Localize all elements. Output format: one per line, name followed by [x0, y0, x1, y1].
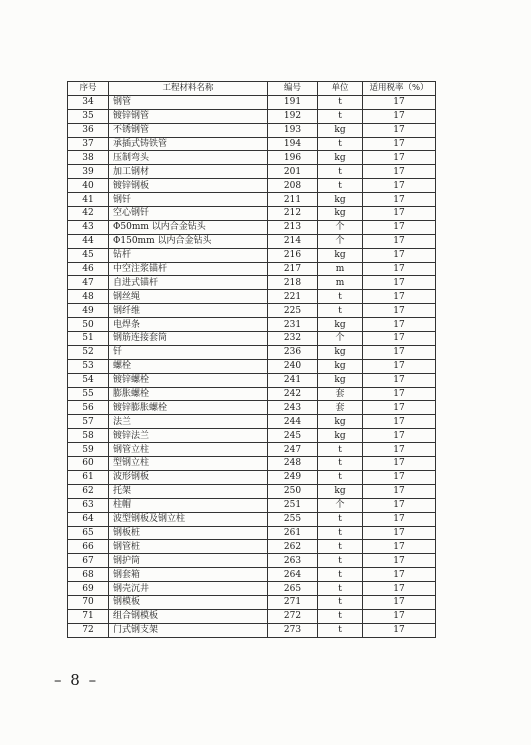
row-index: 59 [68, 443, 109, 457]
table-row [68, 109, 436, 123]
table-row [68, 498, 436, 512]
table-row [68, 609, 436, 623]
material-code: 193 [268, 123, 318, 137]
unit: kg [318, 484, 363, 498]
row-index: 56 [68, 401, 109, 415]
row-index: 47 [68, 276, 109, 290]
table-row [68, 512, 436, 526]
material-code: 214 [268, 234, 318, 248]
table-row [68, 234, 436, 248]
material-name: 压制弯头 [109, 151, 268, 165]
row-index: 48 [68, 290, 109, 304]
material-code: 262 [268, 540, 318, 554]
table-row [68, 401, 436, 415]
table-row [68, 95, 436, 109]
unit: t [318, 95, 363, 109]
material-name: 中空注浆锚杆 [109, 262, 268, 276]
material-code: 243 [268, 401, 318, 415]
tax-rate: 17 [363, 512, 436, 526]
table-row [68, 193, 436, 207]
table-row [68, 540, 436, 554]
unit: kg [318, 248, 363, 262]
tax-rate: 17 [363, 443, 436, 457]
table-row [68, 290, 436, 304]
tax-rate: 17 [363, 623, 436, 637]
material-code: 240 [268, 359, 318, 373]
tax-rate: 17 [363, 470, 436, 484]
material-name: Φ150mm 以内合金钻头 [109, 234, 268, 248]
material-name: 自进式锚杆 [109, 276, 268, 290]
row-index: 43 [68, 220, 109, 234]
unit: 个 [318, 220, 363, 234]
material-code: 221 [268, 290, 318, 304]
unit: kg [318, 123, 363, 137]
tax-rate: 17 [363, 262, 436, 276]
table-row [68, 207, 436, 221]
material-code: 211 [268, 193, 318, 207]
unit: 个 [318, 234, 363, 248]
row-index: 54 [68, 373, 109, 387]
tax-rate: 17 [363, 207, 436, 221]
row-index: 64 [68, 512, 109, 526]
table-row [68, 345, 436, 359]
tax-rate: 17 [363, 193, 436, 207]
material-code: 244 [268, 415, 318, 429]
unit: t [318, 304, 363, 318]
material-code: 208 [268, 179, 318, 193]
material-code: 236 [268, 345, 318, 359]
tax-rate: 17 [363, 332, 436, 346]
tax-rate-table [67, 81, 436, 638]
table-row [68, 304, 436, 318]
row-index: 50 [68, 318, 109, 332]
unit: t [318, 109, 363, 123]
table-row [68, 554, 436, 568]
material-name: 波型钢板及钢立柱 [109, 512, 268, 526]
table-row [68, 623, 436, 637]
material-code: 192 [268, 109, 318, 123]
row-index: 44 [68, 234, 109, 248]
material-name: 波形钢板 [109, 470, 268, 484]
table-row [68, 484, 436, 498]
tax-rate: 17 [363, 457, 436, 471]
unit: 套 [318, 387, 363, 401]
unit: 个 [318, 498, 363, 512]
tax-rate: 17 [363, 373, 436, 387]
material-name: 钢套箱 [109, 568, 268, 582]
table-row [68, 318, 436, 332]
tax-rate: 17 [363, 165, 436, 179]
material-name: 柱帽 [109, 498, 268, 512]
row-index: 58 [68, 429, 109, 443]
material-code: 263 [268, 554, 318, 568]
row-index: 52 [68, 345, 109, 359]
material-code: 232 [268, 332, 318, 346]
row-index: 34 [68, 95, 109, 109]
material-name: 钢钎 [109, 193, 268, 207]
row-index: 65 [68, 526, 109, 540]
material-name: 钢筋连接套筒 [109, 332, 268, 346]
unit: t [318, 165, 363, 179]
row-index: 40 [68, 179, 109, 193]
unit: t [318, 595, 363, 609]
material-name: 钎 [109, 345, 268, 359]
table-row [68, 526, 436, 540]
table-row [68, 387, 436, 401]
material-code: 245 [268, 429, 318, 443]
tax-rate: 17 [363, 387, 436, 401]
table-row [68, 595, 436, 609]
table-row [68, 248, 436, 262]
unit: t [318, 609, 363, 623]
material-name: 钢护筒 [109, 554, 268, 568]
unit: t [318, 290, 363, 304]
material-code: 225 [268, 304, 318, 318]
material-name: 镀锌螺栓 [109, 373, 268, 387]
unit: t [318, 554, 363, 568]
material-code: 249 [268, 470, 318, 484]
tax-rate: 17 [363, 484, 436, 498]
unit: t [318, 137, 363, 151]
unit: t [318, 457, 363, 471]
tax-rate: 17 [363, 220, 436, 234]
material-code: 271 [268, 595, 318, 609]
table-row [68, 568, 436, 582]
table-row [68, 151, 436, 165]
unit: t [318, 568, 363, 582]
tax-rate: 17 [363, 345, 436, 359]
header-tax-rate: 适用税率（%） [363, 82, 436, 96]
table-row [68, 165, 436, 179]
material-code: 241 [268, 373, 318, 387]
table-row [68, 582, 436, 596]
material-name: 型钢立柱 [109, 457, 268, 471]
material-code: 218 [268, 276, 318, 290]
unit: kg [318, 345, 363, 359]
material-name: 钢管立柱 [109, 443, 268, 457]
tax-rate: 17 [363, 498, 436, 512]
row-index: 55 [68, 387, 109, 401]
row-index: 62 [68, 484, 109, 498]
material-name: 镀锌膨胀螺栓 [109, 401, 268, 415]
table-row [68, 220, 436, 234]
tax-rate: 17 [363, 568, 436, 582]
tax-rate: 17 [363, 290, 436, 304]
material-code: 217 [268, 262, 318, 276]
tax-rate: 17 [363, 582, 436, 596]
material-name: 空心钢钎 [109, 207, 268, 221]
material-code: 272 [268, 609, 318, 623]
material-name: 门式钢支架 [109, 623, 268, 637]
material-name: 组合钢模板 [109, 609, 268, 623]
header-unit: 单位 [318, 82, 363, 96]
tax-rate: 17 [363, 401, 436, 415]
material-code: 194 [268, 137, 318, 151]
material-name: 膨胀螺栓 [109, 387, 268, 401]
material-name: 钢纤维 [109, 304, 268, 318]
tax-rate: 17 [363, 95, 436, 109]
tax-rate: 17 [363, 248, 436, 262]
material-name: 钢壳沉井 [109, 582, 268, 596]
header-code: 编号 [268, 82, 318, 96]
material-name: 钢板桩 [109, 526, 268, 540]
row-index: 70 [68, 595, 109, 609]
tax-rate: 17 [363, 109, 436, 123]
row-index: 72 [68, 623, 109, 637]
material-code: 242 [268, 387, 318, 401]
row-index: 63 [68, 498, 109, 512]
unit: t [318, 512, 363, 526]
tax-rate: 17 [363, 540, 436, 554]
unit: m [318, 276, 363, 290]
material-code: 273 [268, 623, 318, 637]
row-index: 60 [68, 457, 109, 471]
material-name: 加工钢材 [109, 165, 268, 179]
row-index: 53 [68, 359, 109, 373]
tax-rate: 17 [363, 179, 436, 193]
material-code: 196 [268, 151, 318, 165]
unit: t [318, 526, 363, 540]
row-index: 57 [68, 415, 109, 429]
material-name: 钢模板 [109, 595, 268, 609]
table-row [68, 179, 436, 193]
unit: 套 [318, 401, 363, 415]
table-body [68, 95, 436, 637]
table-row [68, 429, 436, 443]
row-index: 41 [68, 193, 109, 207]
tax-rate: 17 [363, 429, 436, 443]
material-name: 承插式铸铁管 [109, 137, 268, 151]
table-row [68, 415, 436, 429]
material-code: 216 [268, 248, 318, 262]
row-index: 66 [68, 540, 109, 554]
material-name: 法兰 [109, 415, 268, 429]
table-row [68, 123, 436, 137]
table-header-row [68, 82, 436, 96]
material-name: 电焊条 [109, 318, 268, 332]
table-row [68, 373, 436, 387]
material-code: 251 [268, 498, 318, 512]
row-index: 36 [68, 123, 109, 137]
material-code: 212 [268, 207, 318, 221]
row-index: 71 [68, 609, 109, 623]
material-code: 261 [268, 526, 318, 540]
material-name: Φ50mm 以内合金钻头 [109, 220, 268, 234]
material-code: 213 [268, 220, 318, 234]
unit: t [318, 179, 363, 193]
row-index: 49 [68, 304, 109, 318]
unit: t [318, 443, 363, 457]
unit: t [318, 582, 363, 596]
row-index: 69 [68, 582, 109, 596]
table-row [68, 276, 436, 290]
header-material-name: 工程材料名称 [109, 82, 268, 96]
unit: 个 [318, 332, 363, 346]
material-code: 231 [268, 318, 318, 332]
material-name: 螺栓 [109, 359, 268, 373]
row-index: 35 [68, 109, 109, 123]
material-name: 镀锌法兰 [109, 429, 268, 443]
tax-rate: 17 [363, 304, 436, 318]
tax-rate: 17 [363, 318, 436, 332]
tax-rate: 17 [363, 137, 436, 151]
tax-rate: 17 [363, 415, 436, 429]
material-code: 191 [268, 95, 318, 109]
row-index: 37 [68, 137, 109, 151]
row-index: 61 [68, 470, 109, 484]
row-index: 46 [68, 262, 109, 276]
page-number: – 8 – [54, 671, 99, 689]
table-row [68, 359, 436, 373]
table-row [68, 470, 436, 484]
table-row [68, 262, 436, 276]
material-name: 不锈钢管 [109, 123, 268, 137]
row-index: 45 [68, 248, 109, 262]
material-name: 钢管桩 [109, 540, 268, 554]
material-code: 265 [268, 582, 318, 596]
tax-rate: 17 [363, 595, 436, 609]
row-index: 51 [68, 332, 109, 346]
tax-rate: 17 [363, 526, 436, 540]
row-index: 38 [68, 151, 109, 165]
tax-rate: 17 [363, 234, 436, 248]
table-row [68, 443, 436, 457]
material-code: 264 [268, 568, 318, 582]
unit: kg [318, 207, 363, 221]
material-name: 托架 [109, 484, 268, 498]
header-index: 序号 [68, 82, 109, 96]
tax-rate: 17 [363, 609, 436, 623]
material-name: 镀锌钢板 [109, 179, 268, 193]
material-name: 钻杆 [109, 248, 268, 262]
unit: t [318, 540, 363, 554]
unit: kg [318, 193, 363, 207]
material-code: 247 [268, 443, 318, 457]
material-name: 钢管 [109, 95, 268, 109]
row-index: 68 [68, 568, 109, 582]
unit: t [318, 470, 363, 484]
tax-rate: 17 [363, 276, 436, 290]
tax-rate: 17 [363, 554, 436, 568]
tax-rate: 17 [363, 123, 436, 137]
row-index: 42 [68, 207, 109, 221]
tax-rate: 17 [363, 151, 436, 165]
material-code: 255 [268, 512, 318, 526]
unit: m [318, 262, 363, 276]
material-name: 钢丝绳 [109, 290, 268, 304]
unit: t [318, 623, 363, 637]
material-code: 250 [268, 484, 318, 498]
unit: kg [318, 373, 363, 387]
unit: kg [318, 359, 363, 373]
material-code: 201 [268, 165, 318, 179]
material-code: 248 [268, 457, 318, 471]
row-index: 39 [68, 165, 109, 179]
unit: kg [318, 415, 363, 429]
table-row [68, 332, 436, 346]
unit: kg [318, 429, 363, 443]
table-row [68, 137, 436, 151]
row-index: 67 [68, 554, 109, 568]
tax-rate: 17 [363, 359, 436, 373]
unit: kg [318, 318, 363, 332]
table-row [68, 457, 436, 471]
material-name: 镀锌钢管 [109, 109, 268, 123]
unit: kg [318, 151, 363, 165]
